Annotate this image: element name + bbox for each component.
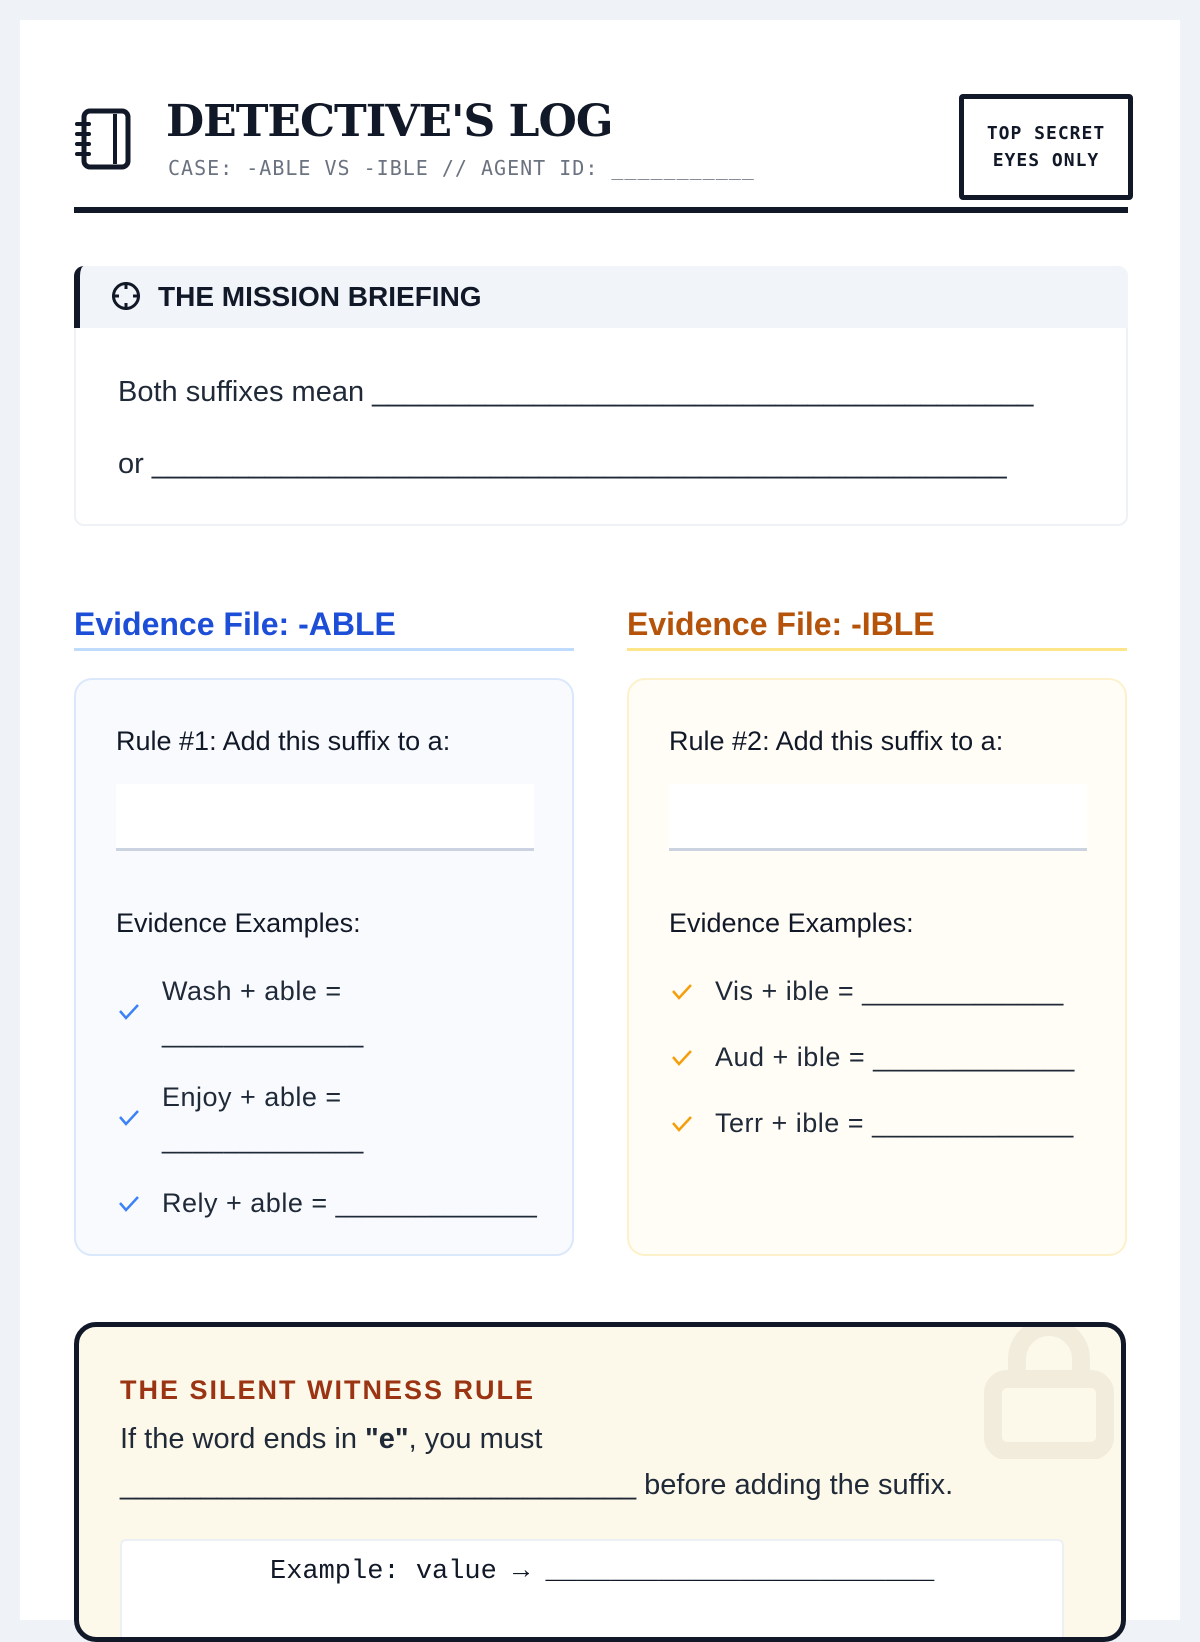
ible-rule-label: Rule #2: Add this suffix to a: xyxy=(669,726,1004,756)
witness-rule-text xyxy=(120,1423,542,1456)
check-icon xyxy=(116,1000,142,1022)
witness-text-after: , you must xyxy=(408,1423,543,1455)
witness-rule-blank[interactable]: ________________________________ before adding the suffix. xyxy=(120,1469,954,1501)
log-header xyxy=(74,78,1126,228)
witness-rule-title: THE SILENT WITNESS RULE xyxy=(120,1375,536,1405)
briefing-header xyxy=(74,266,1128,328)
able-file-title: Evidence File: -ABLE xyxy=(74,606,396,642)
able-title-underline xyxy=(74,648,574,651)
briefing-blank-2[interactable]: or _____________________________________________________ xyxy=(118,448,1007,480)
witness-text-bold: "e" xyxy=(365,1423,409,1455)
briefing-blank-1[interactable]: Both suffixes mean _________________________________________ xyxy=(118,376,1034,408)
witness-example-text[interactable]: Example: value → ________________________ xyxy=(270,1557,935,1587)
able-example-line-1: Rely + able = _____________ xyxy=(162,1188,538,1218)
witness-text-before: If the word ends in xyxy=(120,1423,366,1455)
header-divider xyxy=(74,207,1128,213)
ible-example-item[interactable] xyxy=(669,1036,1099,1080)
ible-example-item[interactable] xyxy=(669,970,1099,1014)
able-rule-answer-field[interactable] xyxy=(116,784,534,851)
able-example-item[interactable] xyxy=(116,970,546,1060)
stamp-line-1: TOP SECRET xyxy=(986,123,1106,144)
ible-example-item[interactable] xyxy=(669,1102,1099,1146)
briefing-title: THE MISSION BRIEFING xyxy=(158,281,482,312)
able-example-blank[interactable]: _____________ xyxy=(162,1124,364,1154)
silent-witness-card xyxy=(74,1322,1126,1642)
ible-examples-label: Evidence Examples: xyxy=(669,908,914,938)
ible-file-title: Evidence File: -IBLE xyxy=(627,606,935,642)
notebook-icon xyxy=(74,106,134,172)
check-icon xyxy=(669,1112,695,1134)
page-title: DETECTIVE'S LOG xyxy=(166,96,613,147)
ible-example-line: Terr + ible = _____________ xyxy=(715,1108,1074,1138)
check-icon xyxy=(669,980,695,1002)
crosshair-icon xyxy=(110,280,142,312)
mission-briefing-card xyxy=(74,266,1128,526)
able-evidence-card xyxy=(74,678,574,1256)
check-icon xyxy=(116,1106,142,1128)
able-example-item[interactable] xyxy=(116,1076,546,1166)
able-example-item[interactable] xyxy=(116,1182,546,1226)
worksheet-page xyxy=(20,20,1180,1620)
check-icon xyxy=(669,1046,695,1068)
stamp-line-2: EYES ONLY xyxy=(992,150,1100,171)
ible-evidence-card xyxy=(627,678,1127,1256)
check-icon xyxy=(116,1192,142,1214)
case-subtitle: CASE: -ABLE VS -IBLE // AGENT ID: ___________ xyxy=(168,156,755,180)
witness-example-box xyxy=(120,1539,1064,1642)
ible-rule-answer-field[interactable] xyxy=(669,784,1087,851)
lock-icon xyxy=(979,1322,1119,1459)
ible-title-underline xyxy=(627,648,1127,651)
able-example-line-1: Wash + able = xyxy=(162,976,342,1006)
able-rule-label: Rule #1: Add this suffix to a: xyxy=(116,726,451,756)
top-secret-stamp xyxy=(959,94,1133,200)
able-example-blank[interactable]: _____________ xyxy=(162,1018,364,1048)
ible-example-line: Aud + ible = _____________ xyxy=(715,1042,1075,1072)
able-example-line-1: Enjoy + able = xyxy=(162,1082,342,1112)
ible-example-line: Vis + ible = _____________ xyxy=(715,976,1064,1006)
able-examples-label: Evidence Examples: xyxy=(116,908,361,938)
